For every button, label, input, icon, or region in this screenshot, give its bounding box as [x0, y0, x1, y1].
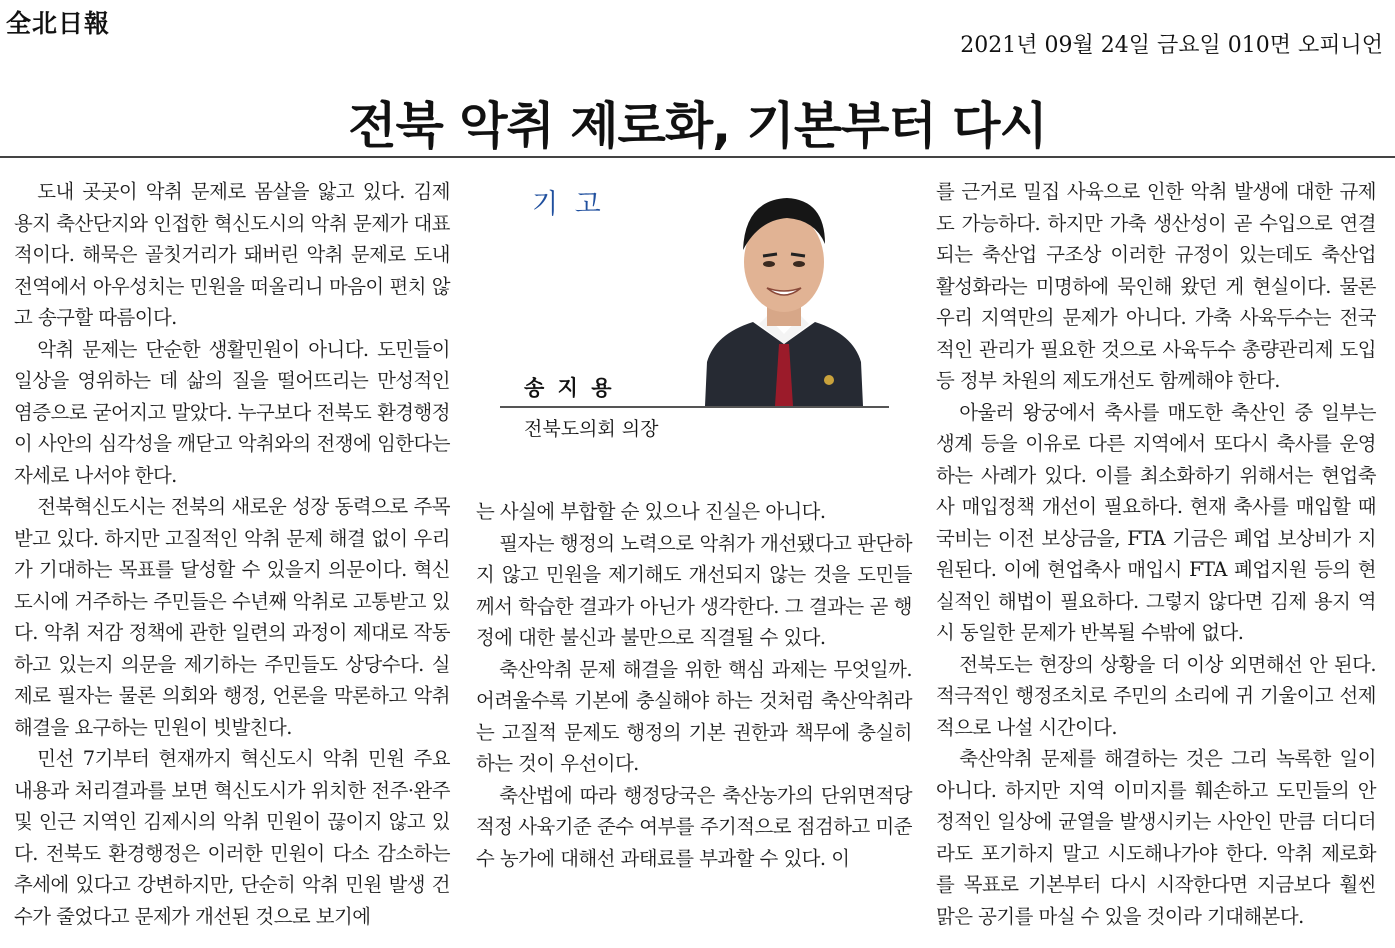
headline: 전북 악취 제로화, 기본부터 다시: [348, 97, 1047, 155]
author-name: 송 지 용: [524, 376, 615, 400]
paragraph: 를 근거로 밀집 사육으로 인한 악취 발생에 대한 규제도 가능하다. 하지만 가축 생산성이 곧 수입으로 연결되는 축산업 구조상 이러한 규정이 있는데도 축산업 활성화라는 미명하에 묵인해 왔던 게 현실이다. 물론 우리 지역만의 문제가 아니다. 가축 사육두수는 전국적인 관리가 필요한 것으로 사육두수 총량관리제 도입 등 정부 차원의 제도개선도 함께해야 한다.: [936, 180, 1376, 392]
paragraph: 전북혁신도시는 전북의 새로운 성장 동력으로 주목받고 있다. 하지만 고질적인 악취 문제 해결 없이 우리가 기대하는 목표를 달성할 수 있을지 의문이다. 혁신도시에 거주하는 주민들은 수년째 악취로 고통받고 있다. 악취 저감 정책에 관한 일련의 과정이 제대로 작동하고 있는지 의문을 제기하는 주민들도 상당수다. 실제로 필자는 물론 의회와 행정, 언론을 막론하고 악취 해결을 요구하는 민원이 빗발친다.: [14, 495, 450, 739]
newspaper-logo: 全北日報: [6, 9, 111, 38]
paragraph: 축산악취 문제 해결을 위한 핵심 과제는 무엇일까. 어려울수록 기본에 충실해야 하는 것처럼 축산악취라는 고질적 문제도 행정의 기본 권한과 책무에 충실히 하는 것이 우선이다.: [476, 657, 912, 775]
paragraph: 는 사실에 부합할 순 있으나 진실은 아니다.: [476, 500, 826, 523]
headline-divider: [0, 156, 1395, 158]
dateline: 2021년 09월 24일 금요일 010면 오피니언: [960, 33, 1383, 58]
article-column-1: [14, 176, 450, 932]
paragraph: 도내 곳곳이 악취 문제로 몸살을 앓고 있다. 김제 용지 축산단지와 인접한 혁신도시의 악취 문제가 대표적이다. 해묵은 골칫거리가 돼버린 악취 문제로 도내 전역에서 아우성치는 민원을 떠올리니 마음이 편치 않고 송구할 따름이다.: [14, 180, 450, 329]
author-photo: [703, 184, 865, 406]
section-label: 기 고: [532, 189, 605, 220]
paragraph: 필자는 행정의 노력으로 악취가 개선됐다고 판단하지 않고 민원을 제기해도 개선되지 않는 것을 도민들께서 학습한 결과가 아닌가 생각한다. 그 결과는 곧 행정에 대한 불신과 불만으로 직결될 수 있다.: [476, 531, 912, 649]
paragraph: 전북도는 현장의 상황을 더 이상 외면해선 안 된다. 적극적인 행정조치로 주민의 소리에 귀 기울이고 선제적으로 나설 시간이다.: [936, 652, 1376, 739]
author-role: 전북도의회 의장: [524, 418, 659, 440]
paragraph: 축산악취 문제를 해결하는 것은 그리 녹록한 일이 아니다. 하지만 지역 이미지를 훼손하고 도민들의 안정적인 일상에 균열을 발생시키는 사안인 만큼 더디더라도 포기하지 말고 시도해나가야 한다. 악취 제로화를 목표로 기본부터 다시 시작한다면 지금보다 훨씬 맑은 공기를 마실 수 있을 것이라 기대해본다.: [936, 747, 1376, 928]
byline-divider: [500, 406, 889, 408]
paragraph: 민선 7기부터 현재까지 혁신도시 악취 민원 주요 내용과 처리결과를 보면 혁신도시가 위치한 전주·완주 및 인근 지역인 김제시의 악취 민원이 끊이지 않고 있다. 전북도 환경행정은 이러한 민원이 다소 감소하는 추세에 있다고 강변하지만, 단순히 악취 민원 발생 건수가 줄었다고 문제가 개선된 것으로 보기에: [14, 747, 450, 928]
article-column-2: [476, 496, 912, 874]
paragraph: 악취 문제는 단순한 생활민원이 아니다. 도민들이 일상을 영위하는 데 삶의 질을 떨어뜨리는 만성적인 염증으로 굳어지고 말았다. 누구보다 전북도 환경행정이 사안의 심각성을 깨닫고 악취와의 전쟁에 임한다는 자세로 나서야 한다.: [14, 337, 450, 487]
paragraph: 축산법에 따라 행정당국은 축산농가의 단위면적당 적정 사육기준 준수 여부를 주기적으로 점검하고 미준수 농가에 대해선 과태료를 부과할 수 있다. 이: [476, 783, 912, 870]
paragraph: 아울러 왕궁에서 축사를 매도한 축산인 중 일부는 생계 등을 이유로 다른 지역에서 또다시 축사를 운영하는 사례가 있다. 이를 최소화하기 위해서는 현업축사 매입정책 개선이 필요하다. 현재 축사를 매입할 때 국비는 이전 보상금을, FTA 기금은 폐업 보상비가 지원된다. 이에 현업축사 매입시 FTA 폐업지원 등의 현실적인 해법이 필요하다. 그렇지 않다면 김제 용지 역시 동일한 문제가 반복될 수밖에 없다.: [936, 400, 1376, 644]
article-column-3: [936, 176, 1376, 932]
